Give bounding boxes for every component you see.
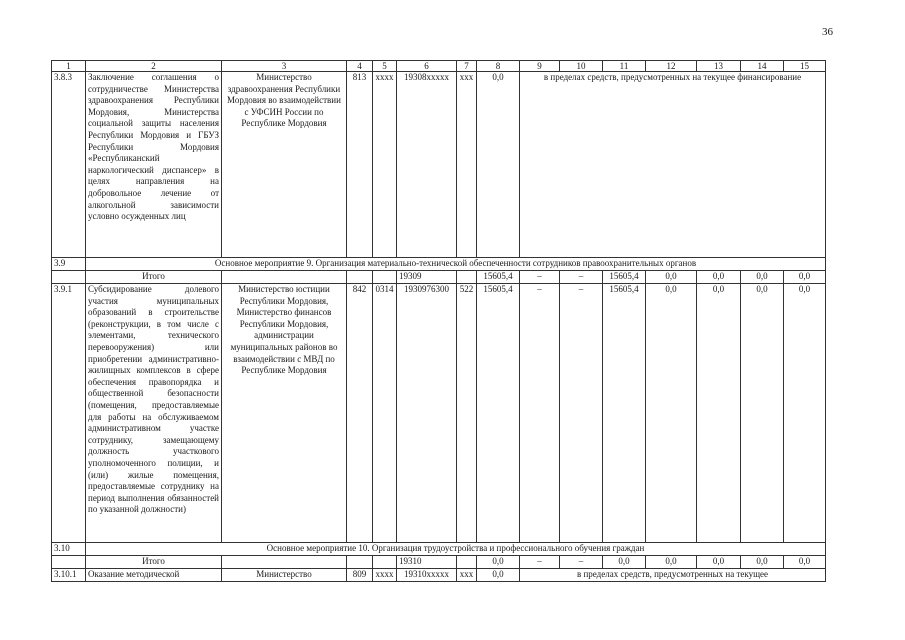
activity-row-3-10-1	[52, 569, 826, 582]
cell-total: 15605,4	[477, 271, 520, 284]
row-number: 3.10.1	[52, 569, 86, 582]
page-number: 36	[822, 26, 833, 38]
column-number: 11	[603, 61, 646, 72]
program-activities-table	[51, 60, 826, 582]
main-activity-row-3-10	[52, 543, 826, 556]
executor: Министерство	[222, 569, 347, 582]
total-row-3-9	[52, 271, 826, 284]
activity-name: Оказание методической	[86, 569, 222, 582]
empty-cell	[373, 271, 397, 284]
cell-year: 0,0	[741, 556, 784, 569]
cell-year: 0,0	[697, 284, 741, 543]
main-activity-row-3-9	[52, 258, 826, 271]
empty-cell	[222, 271, 347, 284]
column-number: 2	[86, 61, 222, 72]
cell-year: 15605,4	[603, 271, 646, 284]
cell-year: 0,0	[646, 556, 697, 569]
cell-rzpr: xxxx	[373, 569, 397, 582]
funding-note: в пределах средств, предусмотренных на текущее финансирование	[520, 72, 826, 258]
cell-total: 0,0	[477, 72, 520, 258]
total-label: Итого	[86, 271, 222, 284]
column-number: 1	[52, 61, 86, 72]
empty-cell	[222, 556, 347, 569]
column-number: 4	[347, 61, 373, 72]
executor: Министерство здравоохранения Республики Мордовия во взаимодействии с УФСИН России по Республике Мордовия	[222, 72, 347, 258]
column-number: 9	[520, 61, 560, 72]
column-number: 3	[222, 61, 347, 72]
empty-cell	[457, 556, 477, 569]
cell-csr: 1930976300	[397, 284, 457, 543]
column-number: 12	[646, 61, 697, 72]
cell-year: –	[520, 271, 560, 284]
activity-name: Заключение соглашения о сотрудничестве Министерства здравоохранения Республики Мордовия, Министерства социальной защиты населения Республики Мордовия и ГБУЗ Республики Мордовия «Республиканский наркологический диспансер» в целях направления на добровольное лечение от алкогольной зависимости условно осужденных лиц	[86, 72, 222, 258]
cell-total: 0,0	[477, 556, 520, 569]
cell-csr: 19308xxxxx	[397, 72, 457, 258]
empty-cell	[373, 556, 397, 569]
cell-rzpr: xxxx	[373, 72, 397, 258]
main-activity-title: Основное мероприятие 10. Организация трудоустройства и профессионального обучения граждан	[86, 543, 826, 556]
cell-year: 0,0	[741, 284, 784, 543]
empty-cell	[347, 271, 373, 284]
executor: Министерство юстиции Республики Мордовия, Министерство финансов Республики Мордовия, администрации муниципальных районов во взаимодействии с МВД по Республике Мордовия	[222, 284, 347, 543]
empty-cell	[457, 271, 477, 284]
cell-grbs: 813	[347, 72, 373, 258]
cell-csr: 19310	[397, 556, 457, 569]
empty-cell	[347, 556, 373, 569]
cell-csr: 19309	[397, 271, 457, 284]
column-number: 13	[697, 61, 741, 72]
cell-year: 0,0	[603, 556, 646, 569]
column-number: 15	[784, 61, 826, 72]
cell-grbs: 842	[347, 284, 373, 543]
cell-year: 0,0	[741, 271, 784, 284]
cell-year: 0,0	[697, 556, 741, 569]
cell-vr: xxx	[457, 569, 477, 582]
cell-year: 0,0	[697, 271, 741, 284]
main-activity-title: Основное мероприятие 9. Организация материально-технической обеспеченности сотрудников правоохранительных органов	[86, 258, 826, 271]
cell-year: 0,0	[646, 284, 697, 543]
cell-year: –	[560, 271, 603, 284]
cell-year: 0,0	[784, 271, 826, 284]
cell-total: 15605,4	[477, 284, 520, 543]
cell-year: –	[560, 556, 603, 569]
cell-vr: xxx	[457, 72, 477, 258]
cell-year: 0,0	[784, 284, 826, 543]
cell-year: 15605,4	[603, 284, 646, 543]
cell-vr: 522	[457, 284, 477, 543]
empty-cell	[52, 271, 86, 284]
cell-year: 0,0	[646, 271, 697, 284]
total-row-3-10	[52, 556, 826, 569]
row-number: 3.9.1	[52, 284, 86, 543]
cell-grbs: 809	[347, 569, 373, 582]
cell-year: –	[520, 556, 560, 569]
cell-year: –	[520, 284, 560, 543]
column-number: 6	[397, 61, 457, 72]
activity-row-3-9-1	[52, 284, 826, 543]
row-number: 3.10	[52, 543, 86, 556]
column-number: 14	[741, 61, 784, 72]
cell-rzpr: 0314	[373, 284, 397, 543]
cell-year: 0,0	[784, 556, 826, 569]
column-number-row	[52, 61, 826, 72]
cell-year: –	[560, 284, 603, 543]
column-number: 5	[373, 61, 397, 72]
column-number: 10	[560, 61, 603, 72]
row-number: 3.9	[52, 258, 86, 271]
empty-cell	[52, 556, 86, 569]
cell-total: 0,0	[477, 569, 520, 582]
column-number: 8	[477, 61, 520, 72]
column-number: 7	[457, 61, 477, 72]
activity-name: Субсидирование долевого участия муниципальных образований в строительстве (реконструкции, в том числе с элементами, технического перевооружения) или приобретении административно-жилищных комплексов в сфере обеспечения правопорядка и общественной безопасности (помещения, предоставляемые для работы на обслуживаемом административном участке сотруднику, замещающему должность участкового уполномоченного полиции, и (или) жилые помещения, предоставляемые сотруднику на период выполнения обязанностей по указанной должности)	[86, 284, 222, 543]
row-number: 3.8.3	[52, 72, 86, 258]
cell-csr: 19310xxxxx	[397, 569, 457, 582]
activity-row-3-8-3	[52, 72, 826, 258]
total-label: Итого	[86, 556, 222, 569]
funding-note: в пределах средств, предусмотренных на текущее	[520, 569, 826, 582]
